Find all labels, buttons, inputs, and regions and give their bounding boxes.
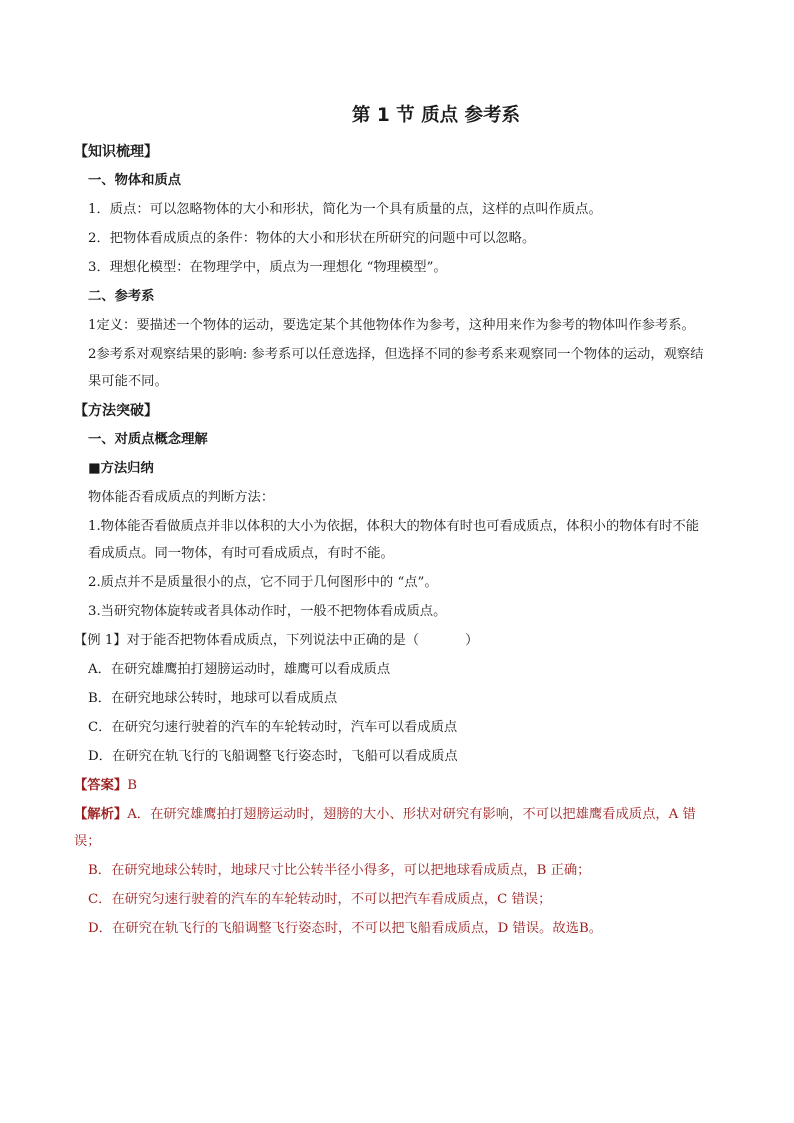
- analysis-c: C．在研究匀速行驶着的汽车的车轮转动时，不可以把汽车看成质点，C 错误；: [88, 892, 552, 907]
- method-summary-label: ■方法归纳: [88, 461, 154, 476]
- option-c: C．在研究匀速行驶着的汽车的车轮转动时，汽车可以看成质点: [88, 720, 458, 735]
- method-intro: 物体能否看成质点的判断方法：: [88, 490, 275, 505]
- section-2-item-1: 1定义：要描述一个物体的运动，要选定某个其他物体作为参考，这种用来作为参考的物体叫作参考系。: [88, 318, 695, 333]
- page-title: 第 1 节 质点 参考系: [351, 105, 521, 126]
- answer-line: [74, 777, 724, 795]
- knowledge-heading: 【知识梳理】: [74, 144, 158, 160]
- section-1-heading: 一、物体和质点: [88, 173, 182, 188]
- section-2-heading: 二、参考系: [88, 289, 155, 304]
- method-1-heading: 一、对质点概念理解: [88, 432, 208, 447]
- section-1-item-3: 3．理想化模型：在物理学中，质点为一理想化 “物理模型”。: [88, 260, 447, 275]
- section-2-item-2: 2参考系对观察结果的影响: 参考系可以任意选择，但选择不同的参考系来观察同一个物体的运动，观察结: [88, 347, 704, 362]
- section-1-item-2: 2．把物体看成质点的条件：物体的大小和形状在所研究的问题中可以忽略。: [88, 231, 536, 246]
- method-item-1: 1.物体能否看做质点并非以体积的大小为依据，体积大的物体有时也可看成质点，体积小的物体有时不能: [88, 519, 700, 534]
- analysis-a-cont: 误；: [74, 834, 101, 849]
- method-heading: 【方法突破】: [74, 403, 158, 419]
- option-d: D．在研究在轨飞行的飞船调整飞行姿态时，飞船可以看成质点: [88, 749, 458, 764]
- section-1-item-1: 1．质点：可以忽略物体的大小和形状，简化为一个具有质量的点，这样的点叫作质点。: [88, 202, 602, 217]
- answer-tag: 【答案】: [74, 778, 128, 793]
- option-a: A．在研究雄鹰拍打翅膀运动时，雄鹰可以看成质点: [88, 662, 391, 677]
- option-b: B．在研究地球公转时，地球可以看成质点: [88, 691, 338, 706]
- example-stem: [74, 632, 724, 650]
- example-stem-prefix: 【例 1】对于能否把物体看成质点，下列说法中正确的是（: [74, 633, 420, 648]
- analysis-b: B．在研究地球公转时，地球尺寸比公转半径小得多，可以把地球看成质点，B 正确；: [88, 863, 591, 878]
- analysis-a: [74, 806, 724, 824]
- analysis-tag: 【解析】: [74, 807, 128, 822]
- method-item-2: 2.质点并不是质量很小的点，它不同于几何图形中的 “点”。: [88, 575, 438, 590]
- method-item-3: 3.当研究物体旋转或者具体动作时，一般不把物体看成质点。: [88, 604, 447, 619]
- analysis-a-text: A．在研究雄鹰拍打翅膀运动时，翅膀的大小、形状对研究有影响，不可以把雄鹰看成质点，A 错: [127, 807, 696, 822]
- method-item-1-cont: 看成质点。同一物体，有时可看成质点，有时不能。: [88, 546, 394, 561]
- example-stem-suffix: ）: [465, 633, 479, 648]
- analysis-d: D．在研究在轨飞行的飞船调整飞行姿态时，不可以把飞船看成质点，D 错误。故选B。: [88, 921, 603, 936]
- section-2-item-2-cont: 果可能不同。: [88, 374, 168, 389]
- answer-value: B: [127, 778, 137, 793]
